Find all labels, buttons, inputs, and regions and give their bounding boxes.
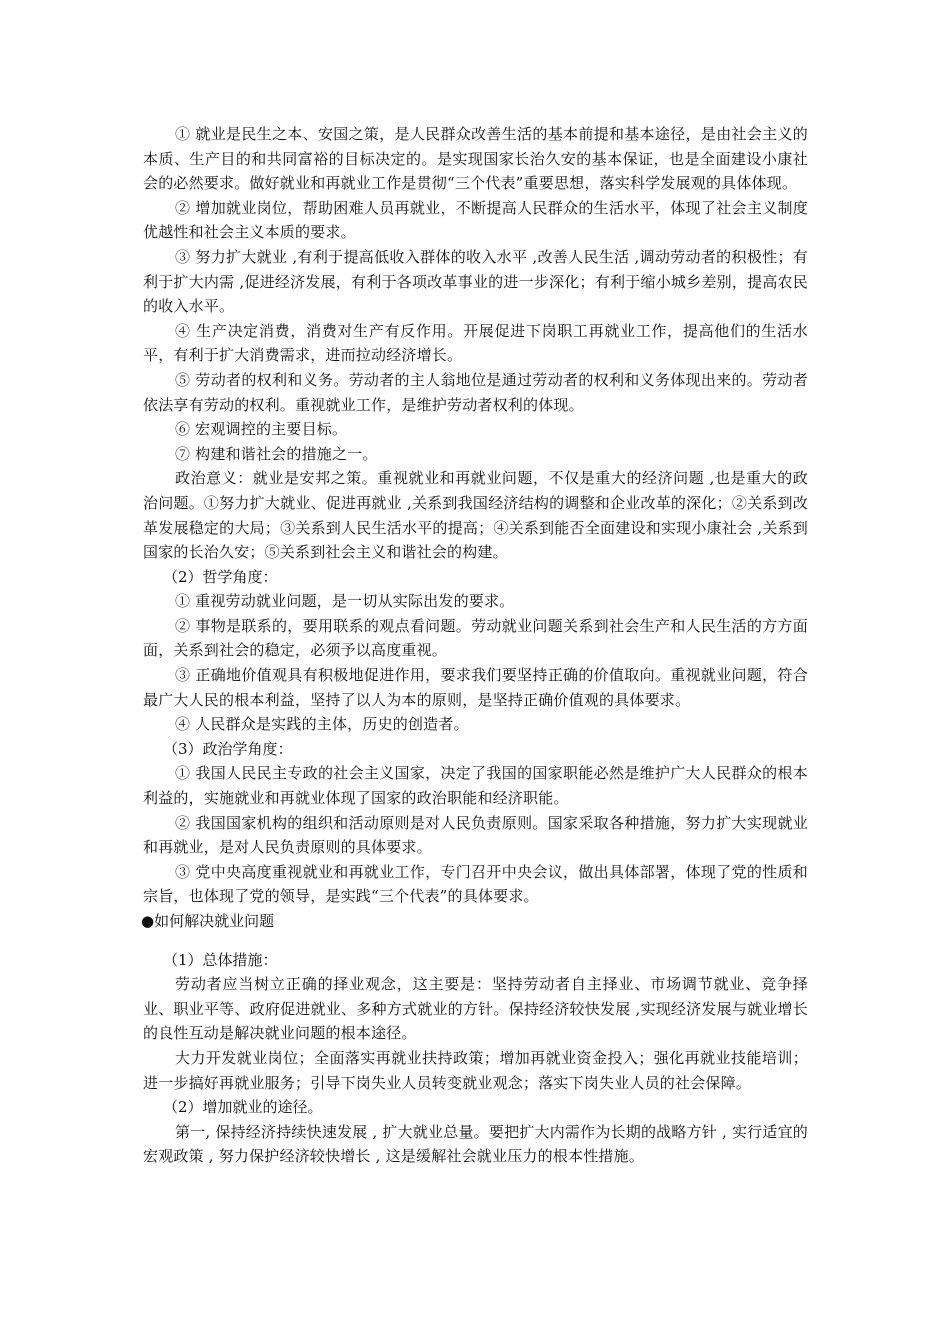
philosophy-point: ④ 人民群众是实践的主体，历史的创造者。 (175, 715, 469, 734)
section-heading-philosophy: （2）哲学角度： (163, 567, 278, 586)
paragraph-employment-livelihood: ① 就业是民生之本、安国之策，是人民群众改善生活的基本前提和基本途径，是由社会主义的本质、生产目的和共同富裕的目标决定的。是实现国家长治久安的基本保证，也是全面建设小康社会的必然要求。做好就业和再就业工作是贯彻“三个代表”重要思想，落实科学发展观的具体体现。 (143, 125, 808, 193)
philosophy-point: ③ 正确地价值观具有积极地促进作用，要求我们要坚持正确的价值取向。重视就业问题，符合最广大人民的根本利益，坚持了以人为本的原则，是坚持正确价值观的具体要求。 (143, 666, 808, 709)
paragraph-job-positions: ② 增加就业岗位，帮助困难人员再就业，不断提高人民群众的生活水平，体现了社会主义制度优越性和社会主义本质的要求。 (143, 198, 808, 242)
section-heading-ways: （2）增加就业的途径。 (163, 1098, 323, 1117)
ways-point: 第一, 保持经济持续快速发展 , 扩大就业总量。要把扩大内需作为长期的战略方针 , 实行适宜的宏观政策 , 努力保护经济较快增长 , 这是缓解社会就业压力的根本性措施。 (143, 1122, 808, 1166)
paragraph-production-consumption: ④ 生产决定消费，消费对生产有反作用。开展促进下岗职工再就业工作，提高他们的生活水平，有利于扩大消费需求，进而拉动经济增长。 (143, 321, 808, 365)
section-heading-politics: （3）政治学角度： (163, 739, 293, 758)
philosophy-point: ② 事物是联系的，要用联系的观点看问题。劳动就业问题关系到社会生产和人民生活的方方面面，关系到社会的稳定，必须予以高度重视。 (143, 616, 808, 660)
section-heading-overall-measures: （1）总体措施： (163, 950, 278, 969)
document-page (143, 122, 808, 1169)
measures-point: 劳动者应当树立正确的择业观念，这主要是：坚持劳动者自主择业、市场调节就业、竞争择业、职业平等、政府促进就业、多种方式就业的方针。保持经济较快发展 ,实现经济发展与就业增长的良性互动是解决就业问题的根本途径。 (143, 975, 808, 1043)
paragraph-macro-control: ⑥ 宏观调控的主要目标。 (175, 420, 348, 439)
spacer (143, 934, 808, 948)
politics-point: ① 我国人民民主专政的社会主义国家，决定了我国的国家职能必然是维护广大人民群众的根本利益的，实施就业和再就业体现了国家的政治职能和经济职能。 (143, 764, 808, 808)
paragraph-worker-rights: ⑤ 劳动者的权利和义务。劳动者的主人翁地位是通过劳动者的权利和义务体现出来的。劳动者依法享有劳动的权利。重视就业工作，是维护劳动者权利的体现。 (143, 370, 808, 414)
paragraph-expand-employment: ③ 努力扩大就业 ,有利于提高低收入群体的收入水平 ,改善人民生活 ,调动劳动者的积极性；有利于扩大内需 ,促进经济发展，有利于各项改革事业的进一步深化；有利于缩小城乡差别，提高农民的收入水平。 (143, 247, 808, 316)
politics-point: ③ 党中央高度重视就业和再就业工作，专门召开中央会议，做出具体部署，体现了党的性质和宗旨，也体现了党的领导，是实践“三个代表”的具体要求。 (143, 862, 808, 906)
politics-point: ② 我国国家机构的组织和活动原则是对人民负责原则。国家采取各种措施，努力扩大实现就业和再就业，是对人民负责原则的具体要求。 (143, 813, 808, 857)
philosophy-point: ① 重视劳动就业问题，是一切从实际出发的要求。 (175, 592, 515, 611)
paragraph-harmonious-society: ⑦ 构建和谐社会的措施之一。 (175, 444, 378, 463)
paragraph-political-significance: 政治意义：就业是安邦之策。重视就业和再就业问题，不仅是重大的经济问题 ,也是重大的政治问题。①努力扩大就业、促进再就业 ,关系到我国经济结构的调整和企业改革的深化；②关系到改革发展稳定的大局；③关系到人民生活水平的提高；④关系到能否全面建设和实现小康社会 ,关系到国家的长治久安；⑤关系到社会主义和谐社会的构建。 (143, 469, 808, 562)
measures-point: 大力开发就业岗位；全面落实再就业扶持政策；增加再就业资金投入；强化再就业技能培训；进一步搞好再就业服务；引导下岗失业人员转变就业观念；落实下岗失业人员的社会保障。 (143, 1048, 808, 1092)
bullet-heading-solve-employment: ●如何解决就业问题 (141, 912, 275, 930)
